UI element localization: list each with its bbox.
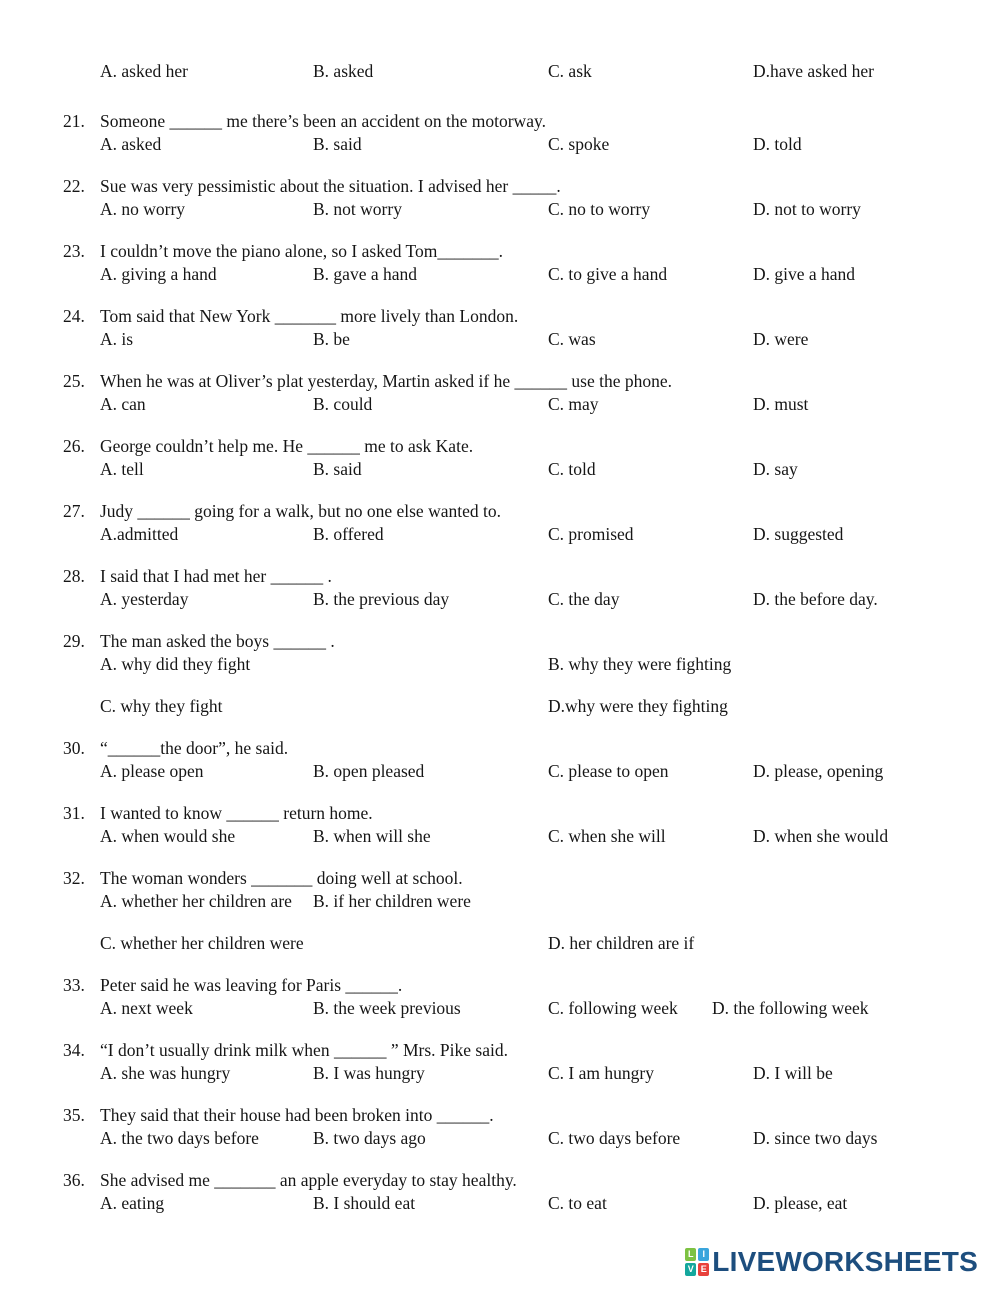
options-row (0, 1062, 1000, 1085)
logo-tile-l: L (685, 1248, 696, 1261)
question-number: 23. (63, 241, 85, 261)
question-block (0, 974, 1000, 1020)
answer-option[interactable]: D. the following week (712, 998, 869, 1018)
answer-option[interactable]: A.admitted (100, 524, 179, 544)
question-block (0, 737, 1000, 783)
answer-option[interactable]: A. the two days before (100, 1128, 259, 1148)
answer-option[interactable]: D. I will be (753, 1063, 833, 1083)
answer-option[interactable]: C. was (548, 329, 596, 349)
answer-option[interactable]: C. promised (548, 524, 634, 544)
answer-option[interactable]: C. to eat (548, 1193, 607, 1213)
answer-option[interactable]: A. why did they fight (100, 654, 251, 674)
answer-option[interactable]: B. why they were fighting (548, 654, 732, 674)
answer-option[interactable]: D. suggested (753, 524, 844, 544)
carryover-options-row (0, 60, 1000, 83)
question-block (0, 565, 1000, 611)
answer-option[interactable]: B. be (313, 329, 350, 349)
liveworksheets-footer (0, 1246, 1000, 1278)
answer-option[interactable]: B. said (313, 459, 362, 479)
answer-option[interactable]: D. please, opening (753, 761, 884, 781)
question-block (0, 1039, 1000, 1085)
options-row (0, 588, 1000, 611)
answer-option[interactable]: B. if her children were (313, 891, 471, 911)
answer-option[interactable]: D.why were they fighting (548, 696, 728, 716)
answer-option[interactable]: A. giving a hand (100, 264, 217, 284)
question-text: Sue was very pessimistic about the situation. I advised her _____. (100, 176, 561, 196)
questions-list (0, 110, 1000, 1215)
question-block (0, 1169, 1000, 1215)
question-text: Judy ______ going for a walk, but no one else wanted to. (100, 501, 501, 521)
question-text: “I don’t usually drink milk when ______ ” Mrs. Pike said. (100, 1040, 508, 1060)
options-row (0, 932, 1000, 955)
answer-option[interactable]: A. next week (100, 998, 193, 1018)
question-text: “______the door”, he said. (100, 738, 289, 758)
answer-option[interactable]: B. asked (313, 61, 374, 81)
question-number: 21. (63, 111, 85, 131)
question-number: 24. (63, 306, 85, 326)
options-row (0, 458, 1000, 481)
answer-option[interactable]: C. whether her children were (100, 933, 304, 953)
options-row (0, 1192, 1000, 1215)
answer-option[interactable]: C. please to open (548, 761, 669, 781)
question-text: Someone ______ me there’s been an accident on the motorway. (100, 111, 546, 131)
liveworksheets-wordmark: LIVEWORKSHEETS (712, 1246, 978, 1277)
answer-option[interactable]: A. can (100, 394, 146, 414)
answer-option[interactable]: D. when she would (753, 826, 889, 846)
answer-option[interactable]: D. say (753, 459, 798, 479)
answer-option[interactable]: A. please open (100, 761, 204, 781)
question-text: The man asked the boys ______ . (100, 631, 335, 651)
question-block (0, 802, 1000, 848)
question-block (0, 867, 1000, 955)
answer-option[interactable]: A. she was hungry (100, 1063, 231, 1083)
answer-option[interactable]: D. give a hand (753, 264, 856, 284)
question-line (0, 370, 1000, 393)
question-line (0, 630, 1000, 653)
options-row (0, 523, 1000, 546)
answer-option[interactable]: B. said (313, 134, 362, 154)
question-number: 28. (63, 566, 85, 586)
question-block (0, 370, 1000, 416)
answer-option[interactable]: C. two days before (548, 1128, 681, 1148)
options-row (0, 997, 1000, 1020)
question-number: 26. (63, 436, 85, 456)
options-row (0, 1127, 1000, 1150)
question-number: 35. (63, 1105, 85, 1125)
question-text: They said that their house had been broken into ______. (100, 1105, 494, 1125)
question-line (0, 867, 1000, 890)
answer-option[interactable]: C. no to worry (548, 199, 651, 219)
answer-option[interactable]: B. when will she (313, 826, 431, 846)
question-number: 25. (63, 371, 85, 391)
answer-option[interactable]: D. the before day. (753, 589, 878, 609)
question-line (0, 1169, 1000, 1192)
options-row (0, 133, 1000, 156)
answer-option[interactable]: C. I am hungry (548, 1063, 654, 1083)
answer-option[interactable]: B. the previous day (313, 589, 450, 609)
question-line (0, 737, 1000, 760)
answer-option[interactable]: A. is (100, 329, 134, 349)
question-number: 32. (63, 868, 85, 888)
question-number: 33. (63, 975, 85, 995)
answer-option[interactable]: D. not to worry (753, 199, 861, 219)
question-text: George couldn’t help me. He ______ me to ask Kate. (100, 436, 474, 456)
question-line (0, 1104, 1000, 1127)
options-row-spacer (0, 676, 1000, 695)
question-block (0, 435, 1000, 481)
question-text: I said that I had met her ______ . (100, 566, 332, 586)
options-row (0, 653, 1000, 676)
answer-option[interactable]: A. yesterday (100, 589, 189, 609)
question-text: When he was at Oliver’s plat yesterday, Martin asked if he ______ use the phone. (100, 371, 672, 391)
answer-option[interactable]: B. offered (313, 524, 384, 544)
answer-option[interactable]: A. no worry (100, 199, 186, 219)
answer-option[interactable]: C. spoke (548, 134, 610, 154)
answer-option[interactable]: C. ask (548, 61, 592, 81)
question-text: Peter said he was leaving for Paris ______. (100, 975, 403, 995)
options-row (0, 825, 1000, 848)
options-row-spacer (0, 913, 1000, 932)
question-text: The woman wonders _______ doing well at school. (100, 868, 463, 888)
question-line (0, 305, 1000, 328)
answer-option[interactable]: A. eating (100, 1193, 165, 1213)
question-block (0, 240, 1000, 286)
question-number: 31. (63, 803, 85, 823)
question-line (0, 110, 1000, 133)
options-row (0, 393, 1000, 416)
answer-option[interactable]: C. told (548, 459, 596, 479)
answer-option[interactable]: D.have asked her (753, 61, 874, 81)
question-block (0, 175, 1000, 221)
answer-option[interactable]: A. tell (100, 459, 144, 479)
question-line (0, 1039, 1000, 1062)
answer-option[interactable]: D. her children are if (548, 933, 695, 953)
question-number: 30. (63, 738, 85, 758)
question-line (0, 435, 1000, 458)
question-block (0, 305, 1000, 351)
answer-option[interactable]: D. were (753, 329, 809, 349)
question-number: 36. (63, 1170, 85, 1190)
question-line (0, 175, 1000, 198)
answer-option[interactable]: C. the day (548, 589, 620, 609)
answer-option[interactable]: B. two days ago (313, 1128, 426, 1148)
answer-option[interactable]: D. must (753, 394, 809, 414)
liveworksheets-logo-icon (685, 1248, 709, 1276)
logo-tile-i: I (698, 1248, 709, 1261)
question-number: 29. (63, 631, 85, 651)
options-row (0, 198, 1000, 221)
question-number: 22. (63, 176, 85, 196)
logo-tile-e: E (698, 1263, 709, 1276)
question-number: 34. (63, 1040, 85, 1060)
answer-option[interactable]: B. I should eat (313, 1193, 416, 1213)
question-line (0, 500, 1000, 523)
options-row (0, 328, 1000, 351)
question-text: She advised me _______ an apple everyday to stay healthy. (100, 1170, 517, 1190)
answer-option[interactable]: C. when she will (548, 826, 666, 846)
liveworksheets-logo[interactable] (685, 1246, 978, 1278)
question-number: 27. (63, 501, 85, 521)
logo-tile-v: V (685, 1263, 696, 1276)
answer-option[interactable]: B. open pleased (313, 761, 425, 781)
question-line (0, 974, 1000, 997)
answer-option[interactable]: A. asked her (100, 61, 188, 81)
question-line (0, 565, 1000, 588)
answer-option[interactable]: D. please, eat (753, 1193, 848, 1213)
answer-option[interactable]: B. not worry (313, 199, 402, 219)
question-text: Tom said that New York _______ more lively than London. (100, 306, 519, 326)
worksheet-content (0, 60, 1000, 1234)
options-row (0, 890, 1000, 913)
answer-option[interactable]: A. asked (100, 134, 162, 154)
question-line (0, 240, 1000, 263)
answer-option[interactable]: D. since two days (753, 1128, 878, 1148)
answer-option[interactable]: C. following week (548, 998, 678, 1018)
answer-option[interactable]: B. I was hungry (313, 1063, 425, 1083)
answer-option[interactable]: B. the week previous (313, 998, 461, 1018)
question-text: I wanted to know ______ return home. (100, 803, 373, 823)
question-block (0, 1104, 1000, 1150)
options-row (0, 263, 1000, 286)
answer-option[interactable]: B. could (313, 394, 373, 414)
question-text: I couldn’t move the piano alone, so I asked Tom_______. (100, 241, 503, 261)
question-block (0, 110, 1000, 156)
answer-option[interactable]: D. told (753, 134, 802, 154)
answer-option[interactable]: A. whether her children are (100, 891, 292, 911)
question-line (0, 802, 1000, 825)
answer-option[interactable]: C. why they fight (100, 696, 223, 716)
question-block (0, 500, 1000, 546)
answer-option[interactable]: A. when would she (100, 826, 236, 846)
answer-option[interactable]: C. to give a hand (548, 264, 668, 284)
answer-option[interactable]: B. gave a hand (313, 264, 417, 284)
question-block (0, 630, 1000, 718)
answer-option[interactable]: C. may (548, 394, 599, 414)
options-row (0, 695, 1000, 718)
options-row (0, 760, 1000, 783)
